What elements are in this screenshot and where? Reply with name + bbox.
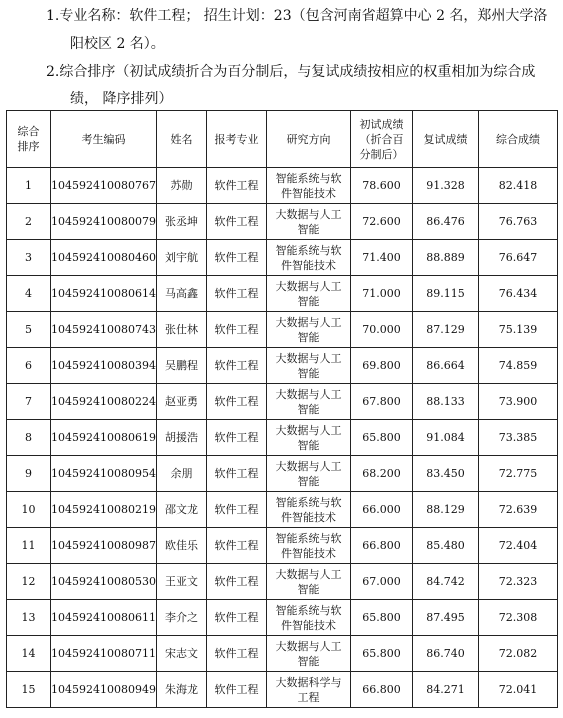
intro-line-1: 1.专业名称：软件工程； 招生计划：23（包含河南省超算中心 2 名，郑州大学洛 (46, 8, 548, 24)
cell-code: 104592410080743 (51, 312, 157, 348)
cell-code: 104592410080460 (51, 240, 157, 276)
cell-name: 赵亚勇 (157, 384, 207, 420)
cell-major: 软件工程 (207, 420, 267, 456)
cell-direction: 大数据与人工 智能 (267, 348, 351, 384)
cell-total-score: 82.418 (479, 168, 558, 204)
cell-rank: 4 (7, 276, 51, 312)
table-row (7, 348, 558, 384)
cell-direction: 大数据与人工 智能 (267, 276, 351, 312)
cell-name: 胡援浩 (157, 420, 207, 456)
cell-name: 宋志文 (157, 636, 207, 672)
table-row (7, 312, 558, 348)
cell-name: 吴鹏程 (157, 348, 207, 384)
cell-total-score: 75.139 (479, 312, 558, 348)
ranking-table (6, 110, 558, 708)
cell-major: 软件工程 (207, 600, 267, 636)
cell-initial-score: 69.800 (351, 348, 413, 384)
cell-retest-score: 84.742 (413, 564, 479, 600)
cell-retest-score: 84.271 (413, 672, 479, 708)
cell-retest-score: 86.476 (413, 204, 479, 240)
cell-total-score: 72.775 (479, 456, 558, 492)
table-row (7, 276, 558, 312)
table-row (7, 420, 558, 456)
table-row (7, 492, 558, 528)
cell-total-score: 76.763 (479, 204, 558, 240)
cell-rank: 10 (7, 492, 51, 528)
cell-rank: 2 (7, 204, 51, 240)
cell-rank: 14 (7, 636, 51, 672)
cell-initial-score: 65.800 (351, 636, 413, 672)
cell-total-score: 72.082 (479, 636, 558, 672)
cell-name: 王亚文 (157, 564, 207, 600)
cell-retest-score: 88.129 (413, 492, 479, 528)
table-row (7, 600, 558, 636)
table-row (7, 456, 558, 492)
cell-major: 软件工程 (207, 168, 267, 204)
cell-name: 马高鑫 (157, 276, 207, 312)
cell-code: 104592410080767 (51, 168, 157, 204)
cell-name: 张仕林 (157, 312, 207, 348)
cell-direction: 大数据与人工 智能 (267, 636, 351, 672)
cell-retest-score: 88.889 (413, 240, 479, 276)
table-row (7, 168, 558, 204)
cell-major: 软件工程 (207, 564, 267, 600)
cell-name: 苏勋 (157, 168, 207, 204)
cell-initial-score: 66.000 (351, 492, 413, 528)
cell-direction: 智能系统与软 件智能技术 (267, 600, 351, 636)
cell-rank: 9 (7, 456, 51, 492)
table-row (7, 672, 558, 708)
cell-initial-score: 66.800 (351, 672, 413, 708)
cell-total-score: 73.385 (479, 420, 558, 456)
cell-direction: 大数据与人工 智能 (267, 312, 351, 348)
cell-name: 张丞坤 (157, 204, 207, 240)
cell-total-score: 72.323 (479, 564, 558, 600)
header-major: 报考专业 (207, 111, 267, 168)
cell-code: 104592410080711 (51, 636, 157, 672)
cell-initial-score: 65.800 (351, 420, 413, 456)
cell-direction: 大数据与人工 智能 (267, 204, 351, 240)
cell-retest-score: 87.495 (413, 600, 479, 636)
cell-major: 软件工程 (207, 384, 267, 420)
cell-total-score: 73.900 (479, 384, 558, 420)
cell-initial-score: 70.000 (351, 312, 413, 348)
header-retest-score: 复试成绩 (413, 111, 479, 168)
cell-rank: 7 (7, 384, 51, 420)
cell-retest-score: 88.133 (413, 384, 479, 420)
cell-code: 104592410080611 (51, 600, 157, 636)
cell-initial-score: 67.800 (351, 384, 413, 420)
cell-retest-score: 86.740 (413, 636, 479, 672)
cell-code: 104592410080394 (51, 348, 157, 384)
cell-direction: 智能系统与软 件智能技术 (267, 528, 351, 564)
cell-total-score: 74.859 (479, 348, 558, 384)
intro-line-2: 2.综合排序（初试成绩折合为百分制后，与复试成绩按相应的权重相加为综合成 (46, 64, 536, 80)
cell-name: 欧佳乐 (157, 528, 207, 564)
cell-total-score: 72.639 (479, 492, 558, 528)
intro-line-2-cont: 绩， 降序排列） (70, 91, 173, 107)
cell-rank: 13 (7, 600, 51, 636)
cell-direction: 大数据与人工 智能 (267, 384, 351, 420)
cell-initial-score: 72.600 (351, 204, 413, 240)
cell-direction: 智能系统与软 件智能技术 (267, 168, 351, 204)
cell-direction: 智能系统与软 件智能技术 (267, 492, 351, 528)
cell-total-score: 72.308 (479, 600, 558, 636)
cell-rank: 5 (7, 312, 51, 348)
cell-code: 104592410080224 (51, 384, 157, 420)
cell-code: 104592410080619 (51, 420, 157, 456)
cell-direction: 智能系统与软 件智能技术 (267, 240, 351, 276)
cell-name: 刘宇航 (157, 240, 207, 276)
cell-rank: 8 (7, 420, 51, 456)
cell-rank: 11 (7, 528, 51, 564)
cell-total-score: 76.647 (479, 240, 558, 276)
cell-major: 软件工程 (207, 636, 267, 672)
cell-rank: 12 (7, 564, 51, 600)
cell-major: 软件工程 (207, 348, 267, 384)
header-rank: 综合 排序 (7, 111, 51, 168)
cell-major: 软件工程 (207, 204, 267, 240)
cell-rank: 15 (7, 672, 51, 708)
header-initial-score: 初试成绩 （折合百 分制后） (351, 111, 413, 168)
cell-major: 软件工程 (207, 240, 267, 276)
cell-retest-score: 91.084 (413, 420, 479, 456)
cell-major: 软件工程 (207, 312, 267, 348)
table-row (7, 384, 558, 420)
table-row (7, 528, 558, 564)
table-row (7, 564, 558, 600)
cell-retest-score: 86.664 (413, 348, 479, 384)
header-direction: 研究方向 (267, 111, 351, 168)
cell-major: 软件工程 (207, 276, 267, 312)
cell-retest-score: 87.129 (413, 312, 479, 348)
cell-code: 104592410080530 (51, 564, 157, 600)
cell-rank: 6 (7, 348, 51, 384)
cell-direction: 大数据与人工 智能 (267, 564, 351, 600)
cell-major: 软件工程 (207, 456, 267, 492)
cell-rank: 1 (7, 168, 51, 204)
header-row (7, 111, 558, 168)
cell-initial-score: 71.400 (351, 240, 413, 276)
table-row (7, 204, 558, 240)
cell-name: 邵文龙 (157, 492, 207, 528)
cell-code: 104592410080079 (51, 204, 157, 240)
cell-major: 软件工程 (207, 492, 267, 528)
cell-retest-score: 91.328 (413, 168, 479, 204)
intro-line-1-cont: 阳校区 2 名）。 (70, 36, 165, 52)
cell-initial-score: 78.600 (351, 168, 413, 204)
cell-initial-score: 66.800 (351, 528, 413, 564)
cell-retest-score: 83.450 (413, 456, 479, 492)
cell-total-score: 72.041 (479, 672, 558, 708)
cell-total-score: 76.434 (479, 276, 558, 312)
cell-retest-score: 85.480 (413, 528, 479, 564)
cell-retest-score: 89.115 (413, 276, 479, 312)
cell-direction: 大数据与人工 智能 (267, 420, 351, 456)
cell-total-score: 72.404 (479, 528, 558, 564)
cell-initial-score: 71.000 (351, 276, 413, 312)
table-body (7, 168, 558, 708)
cell-code: 104592410080219 (51, 492, 157, 528)
table-header (7, 111, 558, 168)
cell-rank: 3 (7, 240, 51, 276)
header-total-score: 综合成绩 (479, 111, 558, 168)
cell-code: 104592410080949 (51, 672, 157, 708)
header-name: 姓名 (157, 111, 207, 168)
table-row (7, 240, 558, 276)
cell-name: 余朋 (157, 456, 207, 492)
table-row (7, 636, 558, 672)
cell-initial-score: 67.000 (351, 564, 413, 600)
cell-direction: 大数据与人工 智能 (267, 456, 351, 492)
cell-name: 李介之 (157, 600, 207, 636)
cell-initial-score: 65.800 (351, 600, 413, 636)
cell-name: 朱海龙 (157, 672, 207, 708)
header-code: 考生编码 (51, 111, 157, 168)
cell-code: 104592410080987 (51, 528, 157, 564)
cell-major: 软件工程 (207, 528, 267, 564)
cell-initial-score: 68.200 (351, 456, 413, 492)
cell-code: 104592410080954 (51, 456, 157, 492)
cell-code: 104592410080614 (51, 276, 157, 312)
cell-major: 软件工程 (207, 672, 267, 708)
cell-direction: 大数据科学与 工程 (267, 672, 351, 708)
